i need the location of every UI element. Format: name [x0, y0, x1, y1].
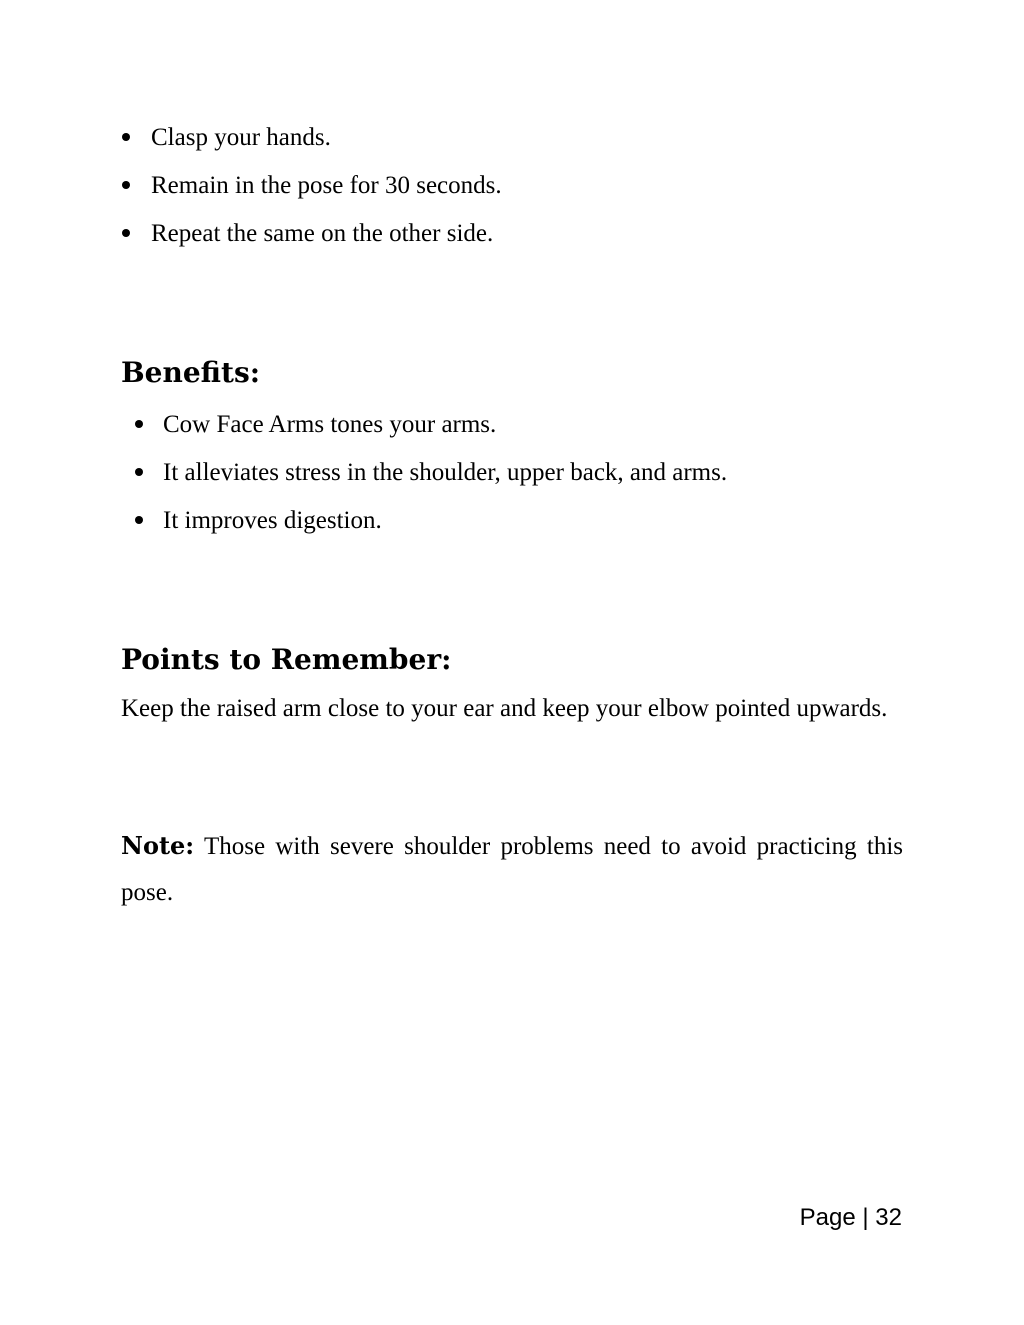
benefits-heading: Benefits:	[121, 356, 261, 389]
bullet-icon	[122, 181, 130, 189]
list-item-text: Remain in the pose for 30 seconds.	[151, 172, 502, 199]
list-item-text: Cow Face Arms tones your arms.	[163, 411, 497, 438]
list-item-text: Repeat the same on the other side.	[151, 220, 494, 247]
page-number: Page | 32	[799, 1204, 902, 1231]
bullet-icon	[122, 133, 130, 141]
bullet-icon	[135, 468, 143, 476]
note-label: Note:	[121, 831, 195, 860]
list-item-text: It improves digestion.	[163, 507, 382, 534]
bullet-icon	[135, 420, 143, 428]
note-paragraph	[121, 823, 903, 916]
list-item-text: Clasp your hands.	[151, 124, 331, 151]
note-text: Those with severe shoulder problems need to avoid practicing this pose.	[121, 833, 903, 906]
points-to-remember-text: Keep the raised arm close to your ear and keep your elbow pointed upwards.	[121, 695, 888, 722]
bullet-icon	[122, 229, 130, 237]
list-item-text: It alleviates stress in the shoulder, upper back, and arms.	[163, 459, 728, 486]
bullet-icon	[135, 516, 143, 524]
points-to-remember-heading: Points to Remember:	[121, 643, 452, 676]
